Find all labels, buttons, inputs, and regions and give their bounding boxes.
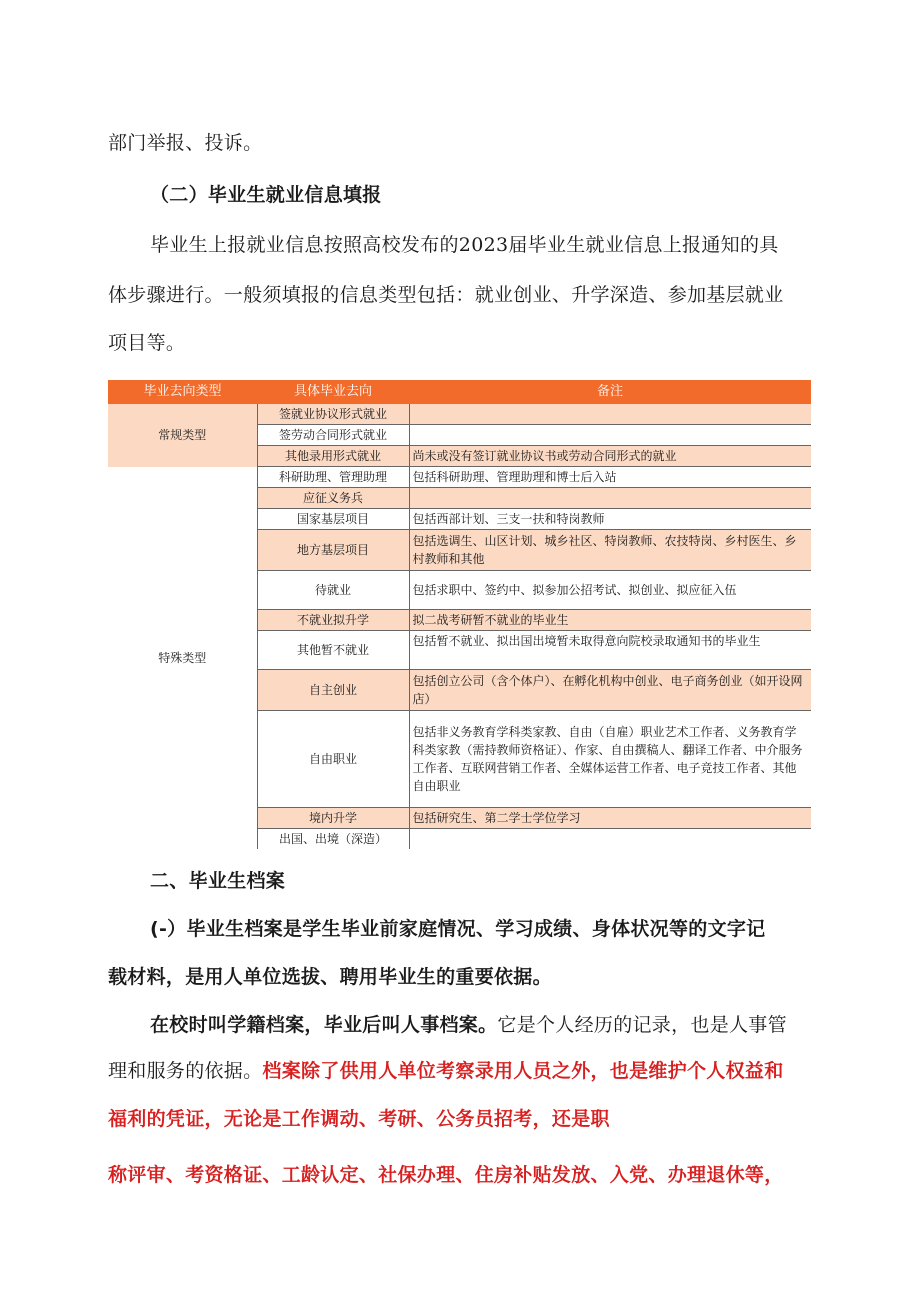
note-cell: [409, 404, 811, 425]
dest-cell: 其他录用形式就业: [257, 446, 409, 467]
note-cell: 包括西部计划、三支一扶和特岗教师: [409, 509, 811, 530]
red-emphasis: 档案除了供用人单位考察录用人员之外，也是维护个人权益和: [262, 1060, 784, 1082]
note-cell: [409, 488, 811, 509]
table-header: 备注: [409, 380, 811, 404]
note-cell: 包括科研助理、管理助理和博士后入站: [409, 467, 811, 488]
dest-cell: 其他暂不就业: [257, 631, 409, 670]
note-cell: 包括求职中、签约中、拟参加公招考试、拟创业、拟应征入伍: [409, 571, 811, 610]
note-cell: 尚未或没有签订就业协议书或劳动合同形式的就业: [409, 446, 811, 467]
bold-paragraph-line: (-）毕业生档案是学生毕业前家庭情况、学习成绩、身体状况等的文字记: [150, 918, 766, 940]
paragraph-line: 项目等。: [108, 332, 186, 354]
graduate-destination-table: [108, 380, 811, 849]
note-cell: 包括研究生、第二学士学位学习: [409, 808, 811, 829]
intro-tail: 部门举报、投诉。: [108, 132, 263, 154]
dest-cell: 境内升学: [257, 808, 409, 829]
dest-cell: 地方基层项目: [257, 530, 409, 571]
paragraph-line: 体步骤进行。一般须填报的信息类型包括：就业创业、升学深造、参加基层就业: [108, 284, 784, 306]
dest-cell: 签就业协议形式就业: [257, 404, 409, 425]
mixed-paragraph-line: [108, 1056, 784, 1083]
section-title-info-reporting: （二）毕业生就业信息填报: [150, 184, 382, 206]
red-emphasis-line: 福利的凭证，无论是工作调动、考研、公务员招考，还是职: [108, 1108, 610, 1130]
note-cell: [409, 829, 811, 850]
mixed-paragraph-line: [150, 1010, 787, 1037]
note-cell: 包括暂不就业、拟出国出境暂未取得意向院校录取通知书的毕业生: [409, 631, 811, 670]
type-cell-special: 特殊类型: [108, 467, 257, 850]
normal-phrase: 理和服务的依据。: [108, 1060, 263, 1082]
table-row: [108, 404, 811, 425]
dest-cell: 自由职业: [257, 711, 409, 808]
dest-cell: 待就业: [257, 571, 409, 610]
note-cell: 包括非义务教育学科类家教、自由（自雇）职业艺术工作者、义务教育学科类家教（需持教师资格证）、作家、自由撰稿人、翻译工作者、中介服务工作者、互联网营销工作者、全媒体运营工作者、电子竞技工作者、其他自由职业: [409, 711, 811, 808]
dest-cell: 国家基层项目: [257, 509, 409, 530]
dest-cell: 出国、出境（深造）: [257, 829, 409, 850]
dest-cell: 应征义务兵: [257, 488, 409, 509]
table-header: 具体毕业去向: [257, 380, 409, 404]
bold-phrase: 在校时叫学籍档案，毕业后叫人事档案。: [150, 1014, 498, 1036]
heading-graduate-archives: 二、毕业生档案: [150, 870, 286, 892]
bold-paragraph-line: 载材料，是用人单位选拔、聘用毕业生的重要依据。: [108, 966, 552, 988]
table-header-row: [108, 380, 811, 404]
type-cell-regular: 常规类型: [108, 404, 257, 467]
normal-phrase: 它是个人经历的记录，也是人事管: [497, 1014, 787, 1036]
dest-cell: 自主创业: [257, 670, 409, 711]
note-cell: 包括创立公司（含个体户）、在孵化机构中创业、电子商务创业（如开设网店）: [409, 670, 811, 711]
dest-cell: 科研助理、管理助理: [257, 467, 409, 488]
note-cell: 包括选调生、山区计划、城乡社区、特岗教师、农技特岗、乡村医生、乡村教师和其他: [409, 530, 811, 571]
red-emphasis-line: 称评审、考资格证、工龄认定、社保办理、住房补贴发放、入党、办理退休等，: [108, 1164, 784, 1186]
dest-cell: 不就业拟升学: [257, 610, 409, 631]
paragraph-line: 毕业生上报就业信息按照高校发布的2023届毕业生就业信息上报通知的具: [150, 234, 779, 256]
table-header: 毕业去向类型: [108, 380, 257, 404]
note-cell: 拟二战考研暂不就业的毕业生: [409, 610, 811, 631]
table-row: [108, 467, 811, 488]
note-cell: [409, 425, 811, 446]
dest-cell: 签劳动合同形式就业: [257, 425, 409, 446]
